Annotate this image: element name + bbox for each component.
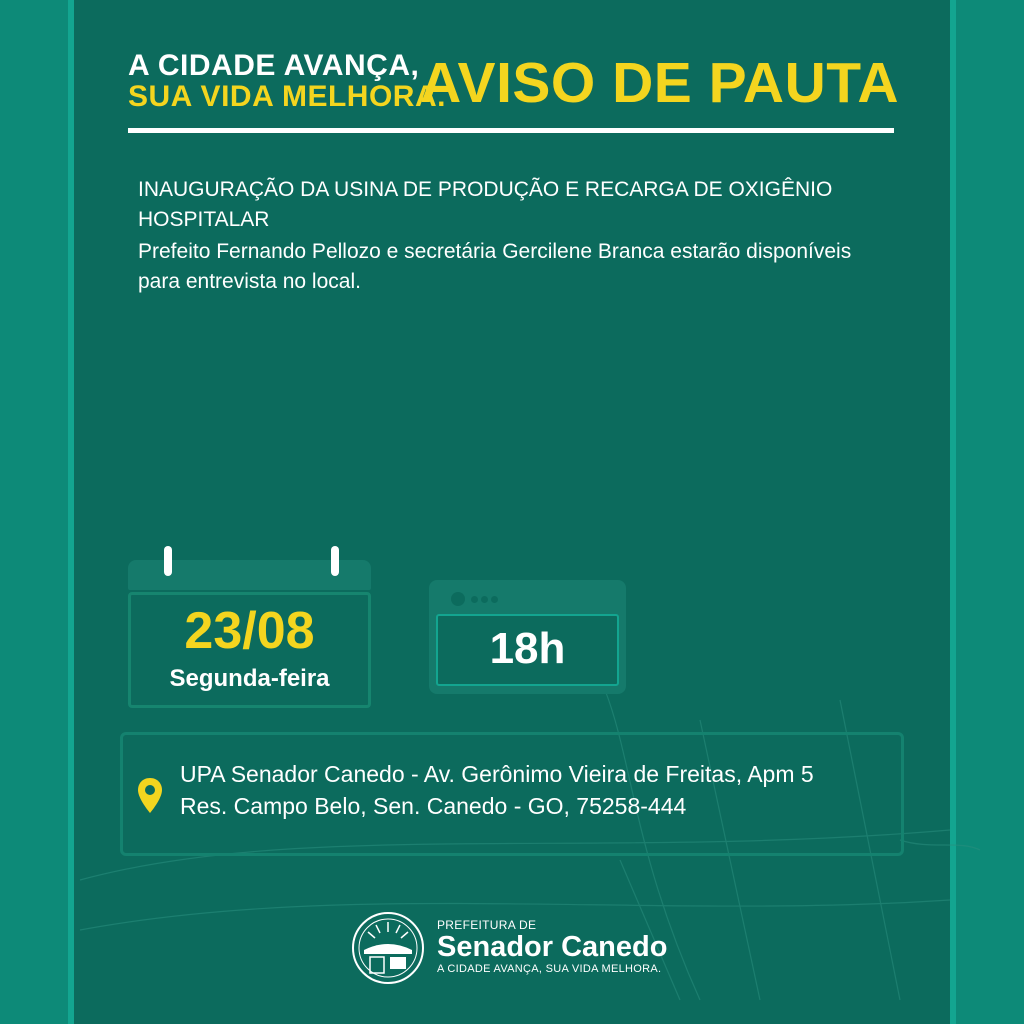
window-dot-icon: [481, 596, 488, 603]
address-text: [180, 758, 814, 822]
event-description: Prefeito Fernando Pellozo e secretária Gercilene Branca estarão disponíveis para entrevista no local.: [138, 240, 852, 293]
footer-tagline: A CIDADE AVANÇA, SUA VIDA MELHORA.: [437, 963, 662, 975]
slogan: [128, 50, 446, 112]
city-seal-icon: [350, 910, 426, 986]
event-date: 23/08: [184, 602, 315, 660]
location-pin-icon: [136, 776, 164, 816]
address-line-1: UPA Senador Canedo - Av. Gerônimo Vieira de Freitas, Apm 5: [180, 761, 814, 787]
footer-prefix: PREFEITURA DE: [437, 918, 537, 932]
event-weekday: Segunda-feira: [169, 665, 330, 692]
footer-city-name: Senador Canedo: [437, 931, 668, 963]
address-line-2: Res. Campo Belo, Sen. Canedo - GO, 75258-444: [180, 793, 687, 819]
window-dot-icon: [451, 592, 465, 606]
calendar-ring-icon: [164, 546, 172, 576]
slogan-line-1: A CIDADE AVANÇA,: [128, 49, 420, 82]
header-divider: [128, 128, 894, 133]
calendar-ring-icon: [331, 546, 339, 576]
left-side-band: [0, 0, 74, 1024]
window-dot-icon: [471, 596, 478, 603]
event-time: 18h: [489, 624, 566, 673]
slogan-line-2: SUA VIDA MELHORA.: [128, 80, 446, 113]
right-side-band: [950, 0, 1024, 1024]
page-title: AVISO DE PAUTA: [420, 51, 899, 115]
event-title: INAUGURAÇÃO DA USINA DE PRODUÇÃO E RECARGA DE OXIGÊNIO HOSPITALAR: [138, 178, 833, 231]
main-panel: [74, 0, 950, 1024]
window-dot-icon: [491, 596, 498, 603]
